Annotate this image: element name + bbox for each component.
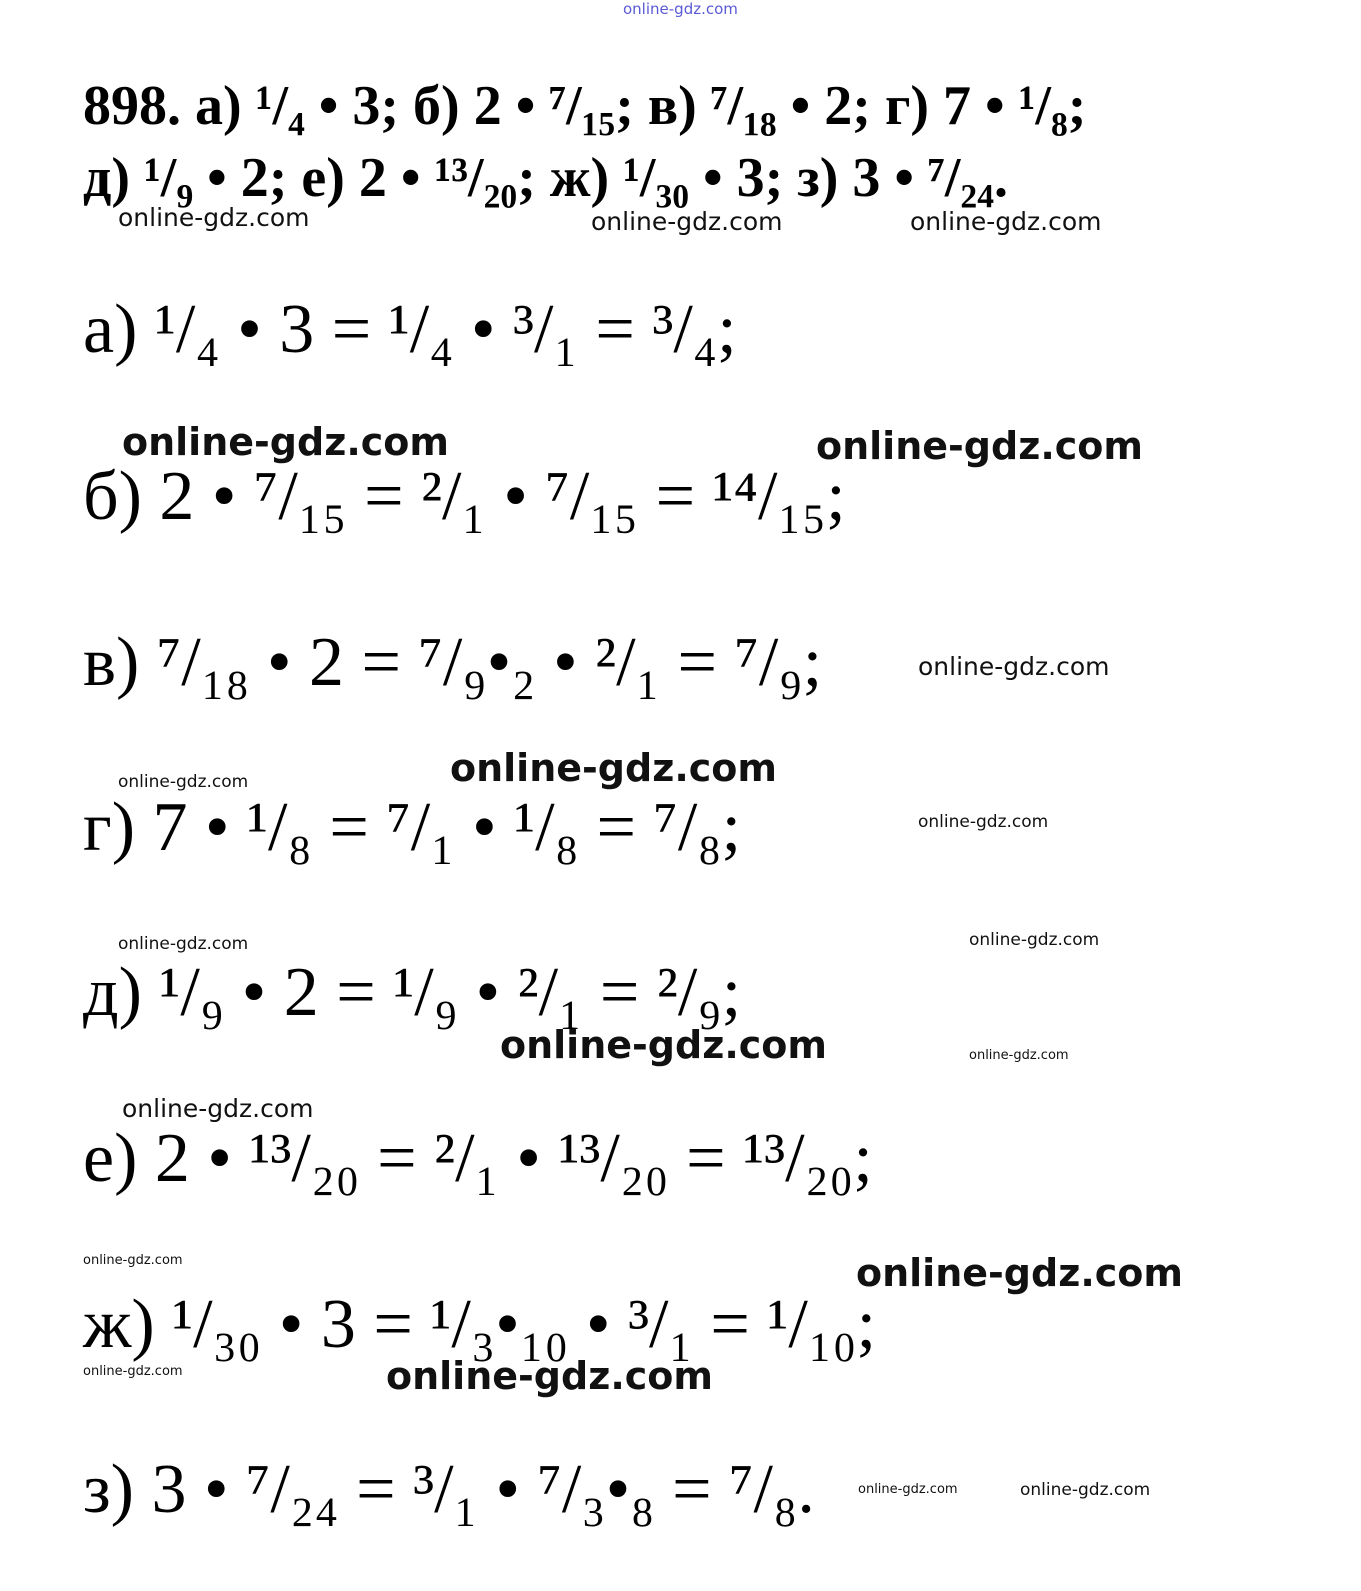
watermark: online-gdz.com (83, 1253, 183, 1268)
watermark: online-gdz.com (118, 934, 249, 954)
problem-statement-line-2: д) ¹/₉ • 2; е) 2 • ¹³/₂₀; ж) ¹/₃₀ • 3; з) 3 • ⁷/₂₄. (83, 147, 1008, 209)
solution-e: е) 2 • ¹³/₂₀ = ²/₁ • ¹³/₂₀ = ¹³/₂₀; (83, 1120, 873, 1197)
watermark: online-gdz.com (910, 207, 1102, 236)
solution-zh: ж) ¹/₃₀ • 3 = ¹/₃•₁₀ • ³/₁ = ¹/₁₀; (83, 1286, 877, 1363)
watermark: online-gdz.com (500, 1023, 827, 1067)
watermark: online-gdz.com (918, 652, 1110, 681)
watermark: online-gdz.com (118, 772, 249, 792)
solution-a: а) ¹/₄ • 3 = ¹/₄ • ³/₁ = ³/₄; (83, 291, 737, 368)
watermark: online-gdz.com (591, 207, 783, 236)
watermark: online-gdz.com (969, 1048, 1069, 1063)
solution-d: д) ¹/₉ • 2 = ¹/₉ • ²/₁ = ²/₉; (83, 954, 742, 1031)
solution-v: в) ⁷/₁₈ • 2 = ⁷/₉•₂ • ²/₁ = ⁷/₉; (83, 624, 823, 701)
watermark: online-gdz.com (1020, 1480, 1151, 1500)
solution-g: г) 7 • ¹/₈ = ⁷/₁ • ¹/₈ = ⁷/₈; (83, 789, 742, 866)
watermark: online-gdz.com (816, 424, 1143, 468)
watermark: online-gdz.com (122, 1094, 314, 1123)
watermark: online-gdz.com (450, 746, 777, 790)
watermark: online-gdz.com (386, 1354, 713, 1398)
problem-statement-line-1: 898. а) ¹/₄ • 3; б) 2 • ⁷/₁₅; в) ⁷/₁₈ • 2; г) 7 • ¹/₈; (83, 75, 1087, 137)
solution-b: б) 2 • ⁷/₁₅ = ²/₁ • ⁷/₁₅ = ¹⁴/₁₅; (83, 458, 846, 535)
watermark: online-gdz.com (83, 1364, 183, 1379)
watermark: online-gdz.com (918, 812, 1049, 832)
watermark: online-gdz.com (118, 203, 310, 232)
header-watermark: online-gdz.com (623, 0, 738, 18)
watermark: online-gdz.com (122, 420, 449, 464)
watermark: online-gdz.com (858, 1482, 958, 1497)
watermark: online-gdz.com (969, 930, 1100, 950)
solution-z: з) 3 • ⁷/₂₄ = ³/₁ • ⁷/₃•₈ = ⁷/₈. (83, 1451, 815, 1528)
watermark: online-gdz.com (856, 1251, 1183, 1295)
